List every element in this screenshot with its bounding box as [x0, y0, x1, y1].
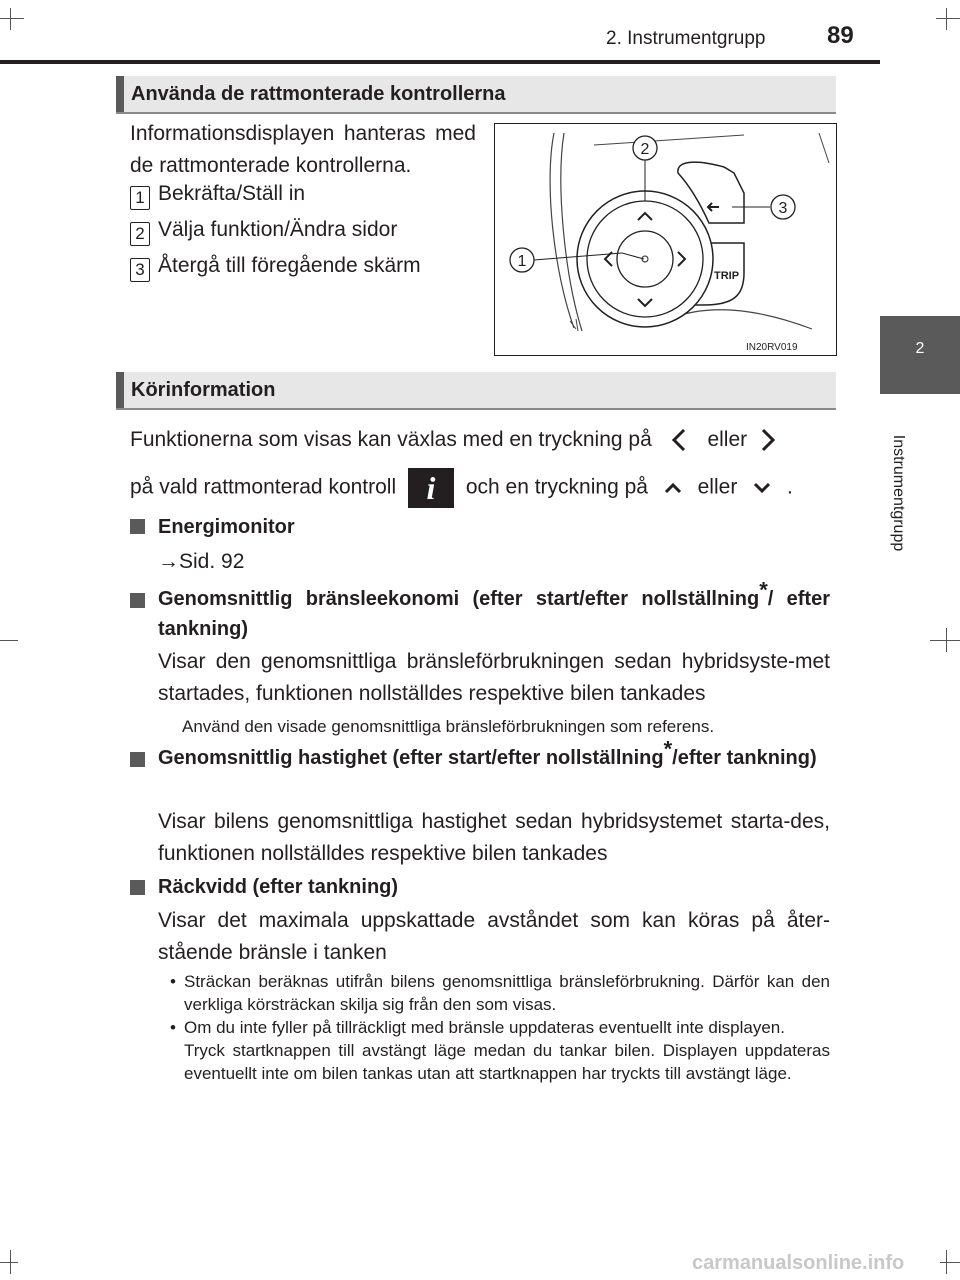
section-intro: Informationsdisplayen hanteras med de rattmonterade kontrollerna. — [130, 122, 476, 177]
item-text: Bekräfta/Ställ in — [158, 182, 306, 205]
info-button-icon: i — [408, 468, 454, 508]
section-header-driving-info — [116, 372, 836, 410]
subsection-marker — [130, 593, 145, 608]
intro-text: eller — [707, 428, 748, 451]
footnote-star: * — [663, 736, 673, 762]
chapter-title: 2. Instrumentgrupp — [606, 28, 766, 49]
crop-mark — [946, 1250, 947, 1274]
header-rule — [0, 60, 880, 64]
subsection-title-text: Genomsnittlig hastighet (efter start/efter nollställning — [158, 747, 664, 769]
intro-text: eller — [697, 475, 738, 499]
trip-label: TRIP — [714, 270, 740, 282]
chevron-left-icon — [658, 427, 702, 453]
callout-2-number: 2 — [640, 141, 650, 158]
intro-text: Funktionerna som visas kan växlas med en tryckning på — [130, 428, 652, 451]
item-number: 1 — [130, 186, 150, 210]
bullet-item: • Om du inte fyller på tillräckligt med bränsle uppdateras eventuellt inte displayen. — [170, 1016, 830, 1039]
subsection-body: Visar det maximala uppskattade avståndet som kan köras på åter-stående bränsle i tanken — [158, 909, 830, 964]
figure-code: IN20RV019 — [746, 342, 798, 353]
subsection-title-text: / efter tankning) — [158, 588, 831, 640]
intro-text: på vald rattmonterad kontroll — [130, 475, 397, 499]
item-text: Välja funktion/Ändra sidor — [158, 218, 398, 241]
item-number: 2 — [130, 222, 150, 246]
watermark: carmanualsonline.info — [692, 1252, 905, 1274]
chevron-down-icon — [743, 478, 781, 498]
confirm-button — [617, 231, 673, 287]
item-text: Återgå till föregående skärm — [158, 254, 421, 277]
chevron-right-icon — [753, 427, 783, 453]
intro-line — [130, 424, 783, 456]
subsection-marker — [130, 752, 145, 767]
crop-mark — [940, 1262, 960, 1263]
section-title: Använda de rattmonterade kontrollerna — [131, 83, 506, 105]
subsection-title-text: Genomsnittlig bränsleekonomi (efter start/efter nollställning — [158, 588, 760, 610]
page-reference: →Sid. 92 — [158, 550, 245, 573]
chapter-tab-number: 2 — [915, 340, 925, 357]
subsection-title-avg-fuel — [158, 577, 831, 644]
bullet-item: • Sträckan beräknas utifrån bilens genomsnittliga bränsleförbrukning. Därför kan den verkliga körsträckan skilja sig från den som visas. — [170, 970, 830, 1016]
crop-mark — [0, 640, 18, 641]
subsection-title-avg-speed — [158, 736, 830, 773]
crop-mark — [946, 8, 947, 30]
crop-mark — [10, 1250, 11, 1274]
subsection-title-range: Räckvidd (efter tankning) — [158, 876, 399, 898]
subsection-title-text: /efter tankning) — [672, 747, 817, 769]
crop-mark — [0, 1262, 18, 1263]
bullet-item-continuation: Tryck startknappen till avstängt läge medan du tankar bilen. Displayen uppdateras eventuellt inte om bilen tankas utan att startknappen har tryckts till avstängt läge. — [184, 1041, 830, 1083]
page-number: 89 — [827, 22, 854, 49]
bullet-list — [170, 970, 830, 1085]
crop-mark — [10, 8, 11, 30]
subsection-body: Visar bilens genomsnittliga hastighet sedan hybridsystemet starta-des, funktionen nollställdes respektive bilen tankades — [158, 810, 830, 865]
crop-mark — [946, 628, 947, 652]
intro-text: . — [787, 475, 793, 499]
chevron-up-icon — [654, 478, 692, 498]
section-title: Körinformation — [131, 379, 276, 401]
callout-3-number: 3 — [778, 200, 788, 217]
steering-controls-figure — [494, 123, 837, 356]
crop-mark — [936, 18, 960, 19]
crop-mark — [930, 640, 960, 641]
callout-1-number: 1 — [517, 253, 527, 270]
footnote-star: * — [759, 577, 768, 603]
chapter-tab-label-text: Instrumentgrupp — [890, 434, 907, 552]
chapter-tab — [880, 316, 960, 394]
subsection-marker — [130, 880, 145, 895]
crop-mark — [0, 18, 24, 19]
intro-line — [130, 468, 793, 508]
chapter-tab-label — [868, 408, 928, 578]
subsection-marker — [130, 519, 145, 534]
section-header-controls — [116, 76, 836, 114]
item-number: 3 — [130, 258, 150, 282]
subsection-title-energy: Energimonitor — [158, 516, 295, 538]
intro-text: och en tryckning på — [465, 475, 648, 499]
subsection-note: Använd den visade genomsnittliga bränsleförbrukningen som referens. — [182, 717, 715, 736]
subsection-body: Visar den genomsnittliga bränsleförbrukningen sedan hybridsyste-met startades, funktionen nollställdes respektive bilen tankades — [158, 650, 830, 705]
